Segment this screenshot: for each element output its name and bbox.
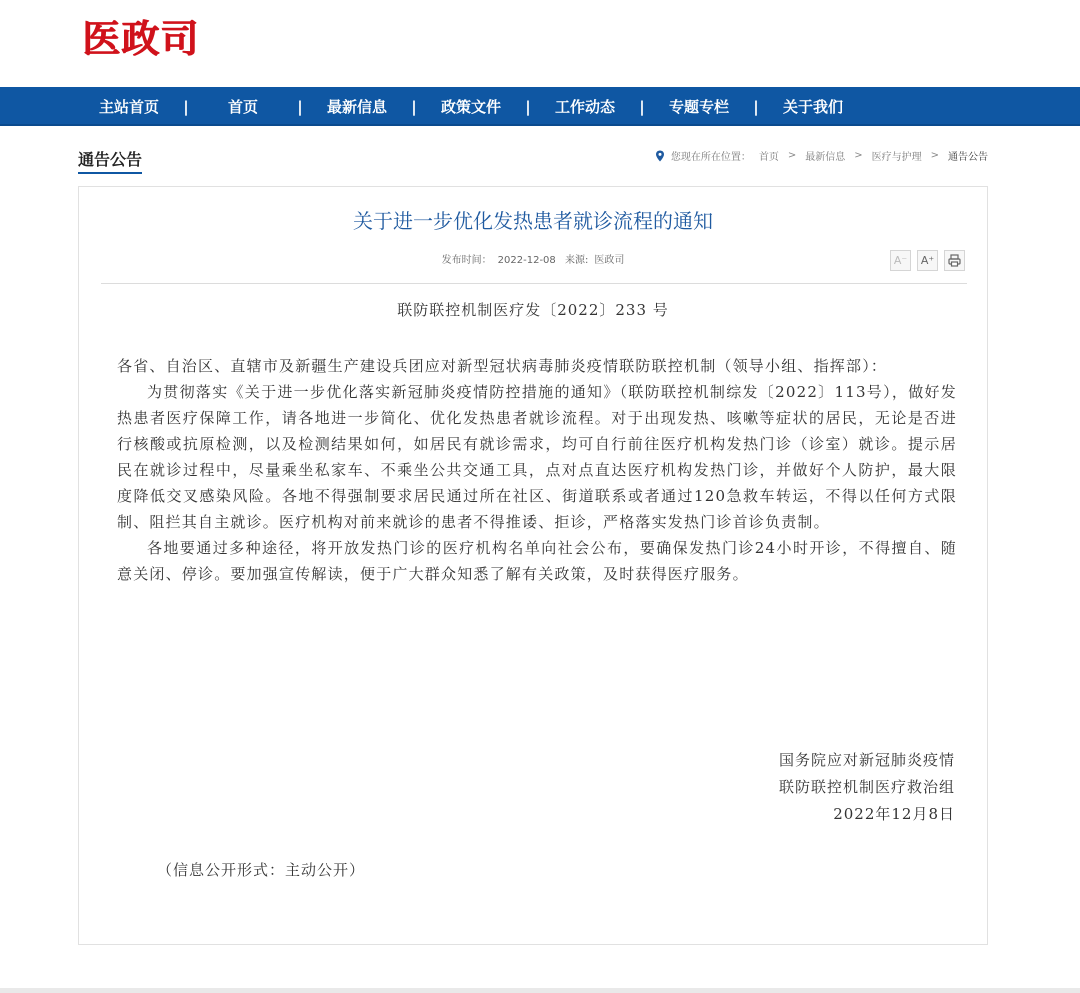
- printer-icon: [948, 254, 961, 267]
- header-logo-bar: [0, 0, 1080, 87]
- nav-separator: |: [411, 97, 417, 116]
- breadcrumb: [654, 148, 988, 163]
- breadcrumb-medical[interactable]: 医疗与护理: [871, 152, 922, 163]
- publish-label: 发布时间：: [441, 255, 492, 266]
- article-meta: [79, 251, 987, 266]
- disclosure-note: （信息公开形式：主动公开）: [157, 861, 366, 879]
- signature-line-1: 国务院应对新冠肺炎疫情: [778, 751, 955, 769]
- body-paragraph-2: 各地要通过多种途径，将开放发热门诊的医疗机构名单向社会公布，要确保发热门诊24小时开诊，不得擅自、随意关闭、停诊。要加强宣传解读，便于广大群众知悉了解有关政策，及时获得医疗服务。: [117, 539, 957, 583]
- body-paragraph-1: 为贯彻落实《关于进一步优化落实新冠肺炎疫情防控措施的通知》（联防联控机制综发〔2022〕113号），做好发热患者医疗保障工作，请各地进一步简化、优化发热患者就诊流程。对于出现发热、咳嗽等症状的居民，无论是否进行核酸或抗原检测，以及检测结果如何，如居民有就诊需求，均可自行前往医疗机构发热门诊（诊室）就诊。提示居民在就诊过程中，尽量乘坐私家车、不乘坐公共交通工具，点对点直达医疗机构发热门诊，并做好个人防护，最大限度降低交叉感染风险。各地不得强制要求居民通过所在社区、街道联系或者通过120急救车转运，不得以任何方式限制、阻拦其自主就诊。医疗机构对前来就诊的患者不得推诿、拒诊，严格落实发热门诊首诊负责制。: [117, 383, 957, 531]
- nav-separator: |: [525, 97, 531, 116]
- nav-separator: |: [183, 97, 189, 116]
- main-navbar: [0, 87, 1080, 126]
- breadcrumb-current[interactable]: 通告公告: [948, 152, 988, 163]
- article-body: [117, 353, 957, 587]
- signature-date: 2022年12月8日: [833, 805, 955, 823]
- nav-item-main-home[interactable]: 主站首页: [98, 98, 159, 116]
- source-value: 医政司: [594, 255, 625, 266]
- breadcrumb-latest[interactable]: 最新信息: [805, 152, 846, 163]
- nav-item-policy[interactable]: 政策文件: [440, 98, 501, 116]
- signature-line-2: 联防联控机制医疗救治组: [778, 778, 955, 796]
- nav-item-latest[interactable]: 最新信息: [326, 98, 387, 116]
- article-title: 关于进一步优化发热患者就诊流程的通知: [353, 209, 713, 233]
- section-header: [78, 140, 988, 172]
- article-container: [78, 186, 988, 945]
- breadcrumb-separator: >: [787, 150, 797, 161]
- breadcrumb-separator: >: [930, 150, 939, 161]
- font-larger-button[interactable]: A⁺: [917, 250, 938, 271]
- document-number: 联防联控机制医疗发〔2022〕233 号: [397, 301, 669, 319]
- breadcrumb-separator: >: [854, 150, 863, 161]
- nav-separator: |: [297, 97, 303, 116]
- nav-item-home[interactable]: 首页: [227, 98, 258, 116]
- nav-list: [84, 87, 858, 126]
- nav-item-about[interactable]: 关于我们: [782, 98, 843, 116]
- article-tools: [884, 250, 965, 271]
- site-logo[interactable]: 医政司: [82, 17, 200, 61]
- publish-date: 2022-12-08: [497, 255, 556, 266]
- nav-separator: |: [753, 97, 759, 116]
- breadcrumb-home[interactable]: 首页: [758, 152, 779, 163]
- signature-block: [779, 747, 955, 828]
- nav-item-work-news[interactable]: 工作动态: [554, 98, 615, 116]
- source-label: 来源:: [564, 255, 589, 266]
- recipients-line: 各省、自治区、直辖市及新疆生产建设兵团应对新型冠状病毒肺炎疫情联防联控机制（领导小组、指挥部）：: [117, 357, 888, 375]
- footer-divider: [0, 988, 1080, 993]
- nav-item-special-topics[interactable]: 专题专栏: [668, 98, 729, 116]
- title-divider: [101, 283, 967, 284]
- nav-separator: |: [639, 97, 645, 116]
- font-smaller-button[interactable]: A⁻: [890, 250, 911, 271]
- location-pin-icon: [654, 150, 666, 162]
- breadcrumb-prefix: 您现在所在位置：: [670, 152, 751, 163]
- print-button[interactable]: [944, 250, 965, 271]
- section-title: 通告公告: [78, 147, 142, 174]
